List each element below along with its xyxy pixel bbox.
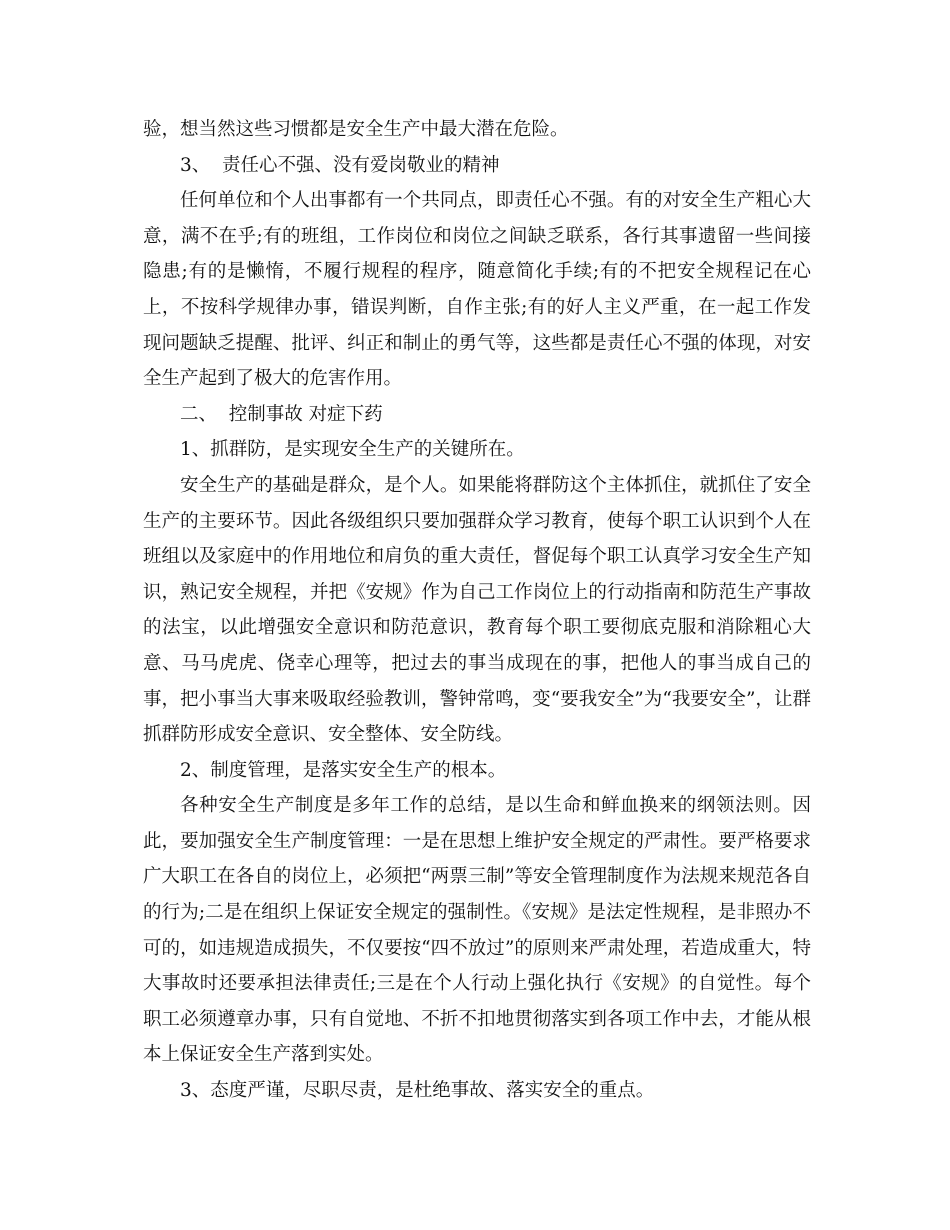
paragraph-system-management: 各种安全生产制度是多年工作的总结，是以生命和鲜血换来的纲领法则。因此，要加强安全生产制度管理：一是在思想上维护安全规定的严肃性。要严格要求广大职工在各自的岗位上，必须把“两票三制”等安全管理制度作为法规来规范各自的行为;二是在组织上保证安全规定的强制性。《安规》是法定性规程，是非照办不可的，如违规造成损失，不仅要按“四不放过”的原则来严肃处理，若造成重大，特大事故时还要承担法律责任;三是在个人行动上强化执行《安规》的自觉性。每个职工必须遵章办事，只有自觉地、不折不扣地贯彻落实到各项工作中去，才能从根本上保证安全生产落到实处。	[143, 795, 811, 1066]
subheading-group-prevention: 1、抓群防，是实现安全生产的关键所在。	[180, 439, 525, 461]
subheading-system-management: 2、制度管理，是落实安全生产的根本。	[180, 759, 507, 781]
section-heading-responsibility: 3、 责任心不强、没有爱岗敬业的精神	[180, 154, 500, 176]
document-page	[143, 112, 811, 1109]
paragraph-responsibility: 任何单位和个人出事都有一个共同点，即责任心不强。有的对安全生产粗心大意，满不在乎;有的班组，工作岗位和岗位之间缺乏联系，各行其事遗留一些间接隐患;有的是懒惰，不履行规程的程序，随意简化手续;有的不把安全规程记在心上，不按科学规律办事，错误判断，自作主张;有的好人主义严重，在一起工作发现问题缺乏提醒、批评、纠正和制止的勇气等，这些都是责任心不强的体现，对安全生产起到了极大的危害作用。	[143, 190, 811, 390]
subheading-rigorous-attitude: 3、态度严谨，尽职尽责，是杜绝事故、落实安全的重点。	[180, 1080, 655, 1102]
paragraph-continuation: 验，想当然这些习惯都是安全生产中最大潜在危险。	[143, 119, 569, 140]
section-heading-control-accidents: 二、 控制事故 对症下药	[180, 403, 383, 425]
paragraph-group-prevention: 安全生产的基础是群众，是个人。如果能将群防这个主体抓住，就抓住了安全生产的主要环节。因此各级组织只要加强群众学习教育，使每个职工认识到个人在班组以及家庭中的作用地位和肩负的重大责任，督促每个职工认真学习安全生产知识，熟记安全规程，并把《安规》作为自己工作岗位上的行动指南和防范生产事故的法宝，以此增强安全意识和防范意识，教育每个职工要彻底克服和消除粗心大意、马马虎虎、侥幸心理等，把过去的事当成现在的事，把他人的事当成自己的事，把小事当大事来吸取经验教训，警钟常鸣，变“要我安全”为“我要安全”，让群抓群防形成安全意识、安全整体、安全防线。	[143, 474, 811, 746]
